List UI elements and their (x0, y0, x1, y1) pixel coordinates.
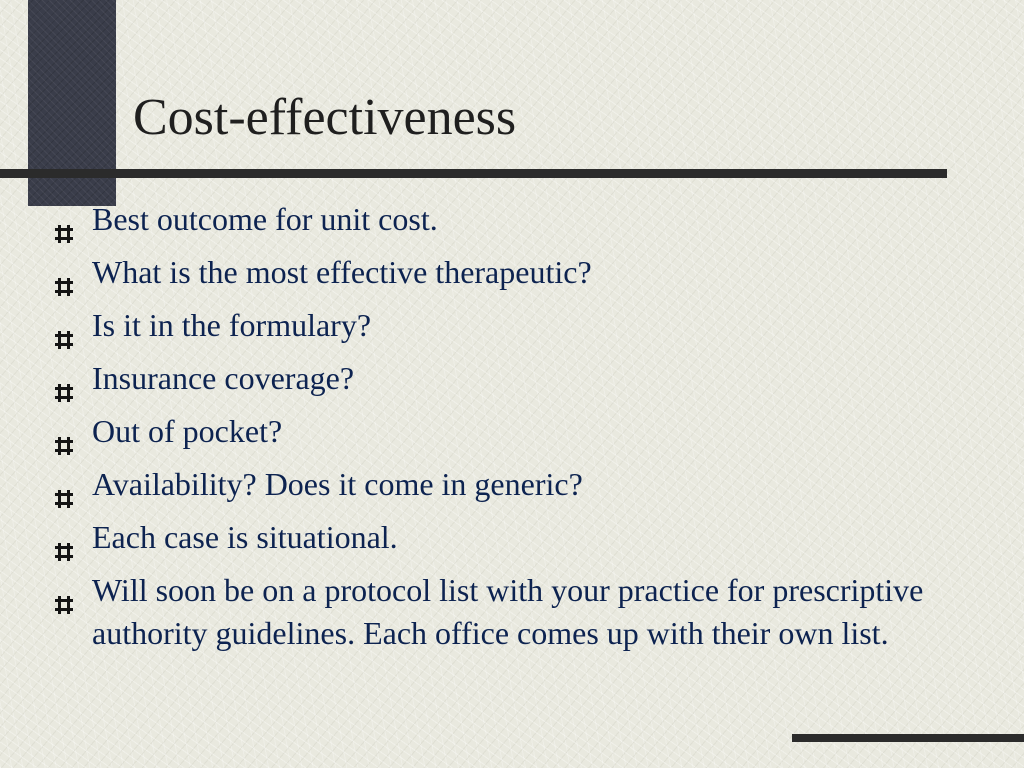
hash-square-bullet-icon (54, 371, 74, 391)
bullet-item (54, 463, 954, 506)
bullet-text: Availability? Does it come in generic? (92, 466, 583, 502)
hash-square-bullet-icon (54, 583, 74, 603)
hash-square-bullet-icon (54, 318, 74, 338)
hash-square-bullet-icon (54, 424, 74, 444)
bullet-text: Will soon be on a protocol list with your practice for prescriptive authority guidelines. Each office comes up with their own list. (92, 572, 924, 651)
title-underline-rule (0, 169, 947, 178)
bullet-item (54, 357, 954, 400)
bullet-item (54, 304, 954, 347)
hash-square-bullet-icon (54, 477, 74, 497)
hash-square-bullet-icon (54, 212, 74, 232)
bullet-text: What is the most effective therapeutic? (92, 254, 592, 290)
hash-square-bullet-icon (54, 265, 74, 285)
bullet-text: Insurance coverage? (92, 360, 355, 396)
bullet-text: Best outcome for unit cost. (92, 201, 438, 237)
hash-square-bullet-icon (54, 530, 74, 550)
bullet-item (54, 251, 954, 294)
bullet-item (54, 516, 954, 559)
bullet-text: Out of pocket? (92, 413, 283, 449)
bullet-item (54, 198, 954, 241)
slide-title: Cost-effectiveness (133, 89, 517, 146)
bullet-text: Each case is situational. (92, 519, 398, 555)
bullet-text: Is it in the formulary? (92, 307, 372, 343)
bullet-list (54, 198, 954, 665)
bullet-item (54, 410, 954, 453)
bottom-right-rule (792, 734, 1024, 742)
bullet-item (54, 569, 954, 655)
